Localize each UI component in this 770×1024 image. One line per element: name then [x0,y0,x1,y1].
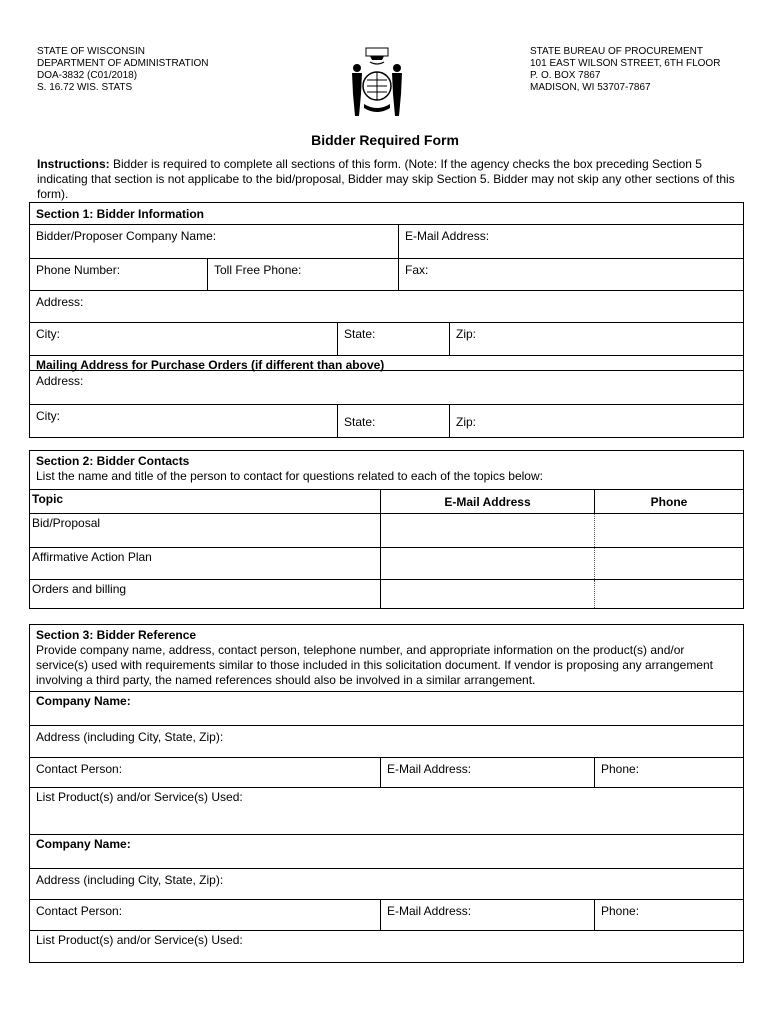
section1-title-row [30,203,743,225]
ref2-address-row [30,869,743,900]
header-right-line: STATE BUREAU OF PROCUREMENT [530,46,703,57]
header-left-line: DEPARTMENT OF ADMINISTRATION [37,58,209,69]
ref1-company-name-field[interactable]: Company Name: [36,694,131,708]
company-email-row [30,225,743,259]
section3-title-row [30,625,743,692]
contact-row-bid [30,514,743,548]
email-field[interactable]: E-Mail Address: [398,225,743,258]
header-right-line: 101 EAST WILSON STREET, 6TH FLOOR [530,58,721,69]
topic-affirmative-action: Affirmative Action Plan [32,550,152,564]
section2-box [29,450,744,609]
orders-phone-field[interactable] [594,580,743,608]
form-title: Bidder Required Form [311,132,459,148]
ref1-products-row [30,788,743,835]
bid-email-field[interactable] [380,514,594,547]
ref1-email-field[interactable]: E-Mail Address: [380,758,594,787]
section1-box [29,202,744,438]
mailing-state-field[interactable]: State: [337,405,449,437]
affirmative-email-field[interactable] [380,548,594,579]
phone-row [30,259,743,291]
header-right-line: P. O. BOX 7867 [530,70,601,81]
instructions-label: Instructions: [37,157,110,171]
ref2-address-field[interactable]: Address (including City, State, Zip): [36,873,224,887]
header-left-block [37,46,209,94]
ref2-products-field[interactable]: List Product(s) and/or Service(s) Used: [36,933,243,947]
header-left-line: STATE OF WISCONSIN [37,46,145,57]
section1-title: Section 1: Bidder Information [36,207,205,221]
ref1-contact-field[interactable]: Contact Person: [36,762,123,776]
section2-subtitle: List the name and title of the person to contact for questions related to each of the topics below: [36,469,543,483]
fax-field[interactable]: Fax: [398,259,743,290]
ref2-company-name-field[interactable]: Company Name: [36,837,131,851]
mailing-address-row [30,356,743,405]
topic-bid-proposal: Bid/Proposal [32,516,101,530]
section2-header-row [30,490,743,514]
ref2-company-row [30,835,743,869]
mailing-title: Mailing Address for Purchase Orders (if different than above) [36,358,385,372]
contact-row-affirmative [30,548,743,580]
section3-description: Provide company name, address, contact person, telephone number, and appropriate information on the product(s) and/or service(s) used with requirements similar to those included in this solicitation document. If vendor is proposing any arrangement involving a third party, the named references should also be involved in a similar arrangement. [36,643,713,687]
orders-email-field[interactable] [380,580,594,608]
address-row [30,291,743,323]
section2-heading [30,451,743,484]
instructions [37,157,737,202]
email-header: E-Mail Address [380,490,594,513]
ref1-phone-field[interactable]: Phone: [594,758,743,787]
mailing-city-row [30,405,743,437]
ref2-phone-field[interactable]: Phone: [594,900,743,930]
city-row [30,323,743,356]
section3-title: Section 3: Bidder Reference [36,628,197,642]
phone-header: Phone [594,490,743,513]
mailing-city-field[interactable]: City: [36,409,60,423]
ref1-products-field[interactable]: List Product(s) and/or Service(s) Used: [36,790,243,804]
ref1-company-row [30,692,743,726]
zip-field[interactable]: Zip: [449,323,743,355]
section3-heading [30,625,743,688]
header-left-line: DOA-3832 (C01/2018) [37,70,138,81]
affirmative-phone-field[interactable] [594,548,743,579]
mailing-address-field[interactable]: Address: [30,370,743,404]
ref2-contact-field[interactable]: Contact Person: [36,904,123,918]
contact-row-orders [30,580,743,608]
section2-title: Section 2: Bidder Contacts [36,454,190,468]
ref2-email-field[interactable]: E-Mail Address: [380,900,594,930]
section3-box [29,624,744,963]
state-field[interactable]: State: [337,323,449,355]
phone-field[interactable]: Phone Number: [36,263,121,277]
topic-header: Topic [32,492,64,506]
ref1-contact-row [30,758,743,788]
topic-orders-billing: Orders and billing [32,582,127,596]
wisconsin-seal-icon [340,46,414,122]
instructions-text: Bidder is required to complete all sections of this form. (Note: If the agency checks the box preceding Section 5 indicating that section is not applicabe to the bid/proposal, Bidder may skip Section 5. Bidder may not skip any other sections of this form). [37,157,735,201]
mailing-zip-field[interactable]: Zip: [449,405,743,437]
company-name-field[interactable]: Bidder/Proposer Company Name: [36,229,217,243]
header-right-block [530,46,720,94]
ref2-products-row [30,931,743,962]
ref2-contact-row [30,900,743,931]
ref1-address-row [30,726,743,758]
city-field[interactable]: City: [36,327,60,341]
ref1-address-field[interactable]: Address (including City, State, Zip): [36,730,224,744]
address-field[interactable]: Address: [36,295,84,309]
section2-title-row [30,451,743,490]
bid-phone-field[interactable] [594,514,743,547]
toll-free-field[interactable]: Toll Free Phone: [207,259,398,290]
header-right-line: MADISON, WI 53707-7867 [530,82,651,93]
header-left-line: S. 16.72 WIS. STATS [37,82,133,93]
